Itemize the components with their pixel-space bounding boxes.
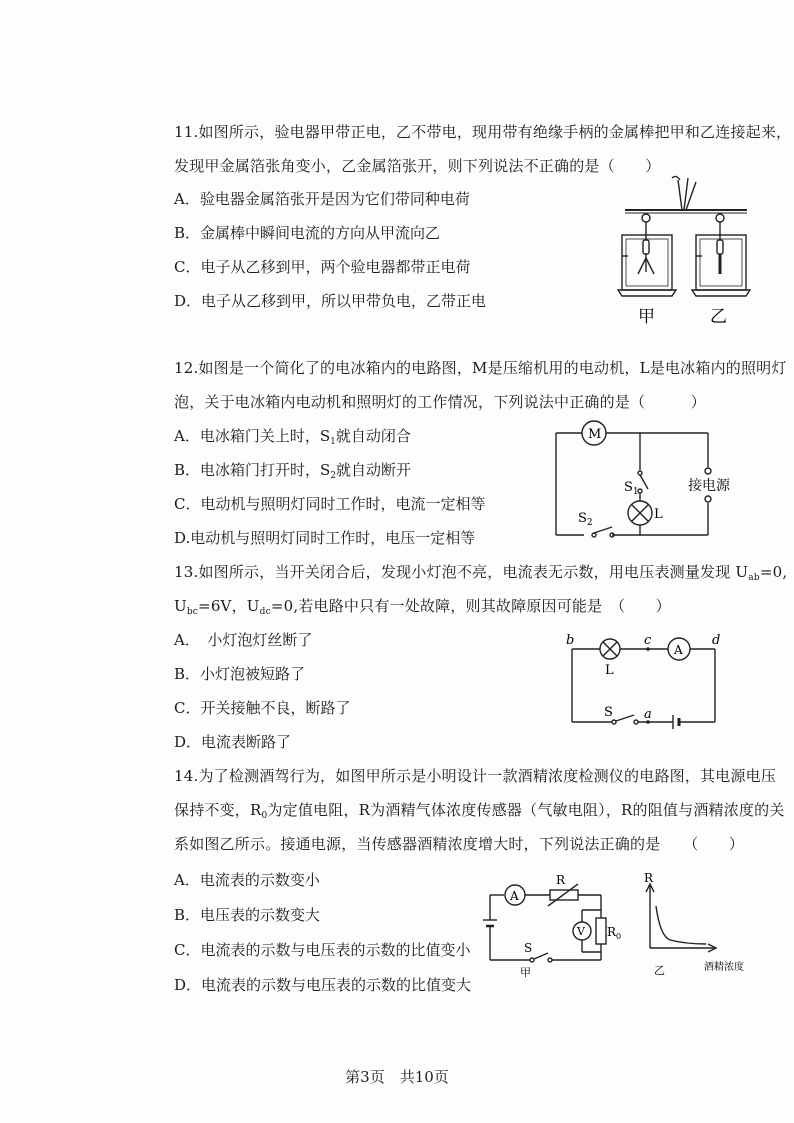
q13-lamp-label: L [605, 663, 614, 678]
q14-stem-line1: 14.为了检测酒驾行为，如图甲所示是小明设计一款酒精浓度检测仪的电路图，其电源电压 [174, 767, 777, 785]
q12-stem-line2: 泡，关于电冰箱内电动机和照明灯的工作情况，下列说法中正确的是（ ） [174, 393, 707, 411]
q13-circuit [560, 632, 730, 737]
q13-ammeter-symbol: A [674, 643, 683, 657]
q12-switch2-label: $S_2$ [578, 511, 593, 528]
q14-label-jia: 甲 [520, 966, 531, 979]
q11-option-a: A．验电器金属箔张开是因为它们带同种电荷 [174, 190, 470, 208]
q13-option-c: C．开关接触不良，断路了 [174, 699, 351, 717]
q14-option-c: C．电流表的示数与电压表的示数的比值变小 [174, 941, 471, 959]
q11-option-b: B．金属棒中瞬间电流的方向从甲流向乙 [174, 224, 441, 242]
q13-option-b: B．小灯泡被短路了 [174, 665, 306, 683]
q11-option-c: C．电子从乙移到甲，两个验电器都带正电荷 [174, 258, 471, 276]
q14-r0-label: $R_0$ [607, 925, 622, 941]
q13-point-a: a [644, 707, 652, 722]
q14-resistance-graph [640, 872, 785, 980]
q11-stem-line2: 发现甲金属箔张角变小，乙金属箔张开，则下列说法不正确的是（ ） [174, 157, 661, 175]
q11-option-d: D．电子从乙移到甲，所以甲带负电，乙带正电 [174, 292, 487, 310]
q11-label-yi: 乙 [710, 307, 727, 327]
q12-power-source-label: 接电源 [688, 478, 730, 494]
q14-ammeter-symbol: A [510, 889, 519, 903]
q12-option-a: A．电冰箱门关上时，$S_1$就自动闭合 [174, 427, 411, 447]
q13-switch-label: S [604, 705, 613, 720]
q13-option-d: D．电流表断路了 [174, 733, 292, 751]
q12-lamp-label: L [654, 507, 663, 522]
q14-detector-circuit [478, 870, 623, 980]
q12-option-c: C．电动机与照明灯同时工作时，电流一定相等 [174, 495, 486, 513]
q11-stem-line1: 11.如图所示，验电器甲带正电，乙不带电，现用带有绝缘手柄的金属棒把甲和乙连接起来， [174, 123, 792, 141]
q13-point-d: d [712, 633, 721, 648]
q14-graph-x-label: 酒精浓度 [704, 962, 744, 973]
q13-stem-line2: $U_{bc}=6V$，$U_{dc}=0$,若电路中只有一处故障，则其故障原因可能是 （ ） [174, 597, 671, 617]
q12-switch1-label: $S_1$ [624, 480, 639, 497]
q12-motor-symbol: M [588, 427, 602, 442]
q12-stem-line1: 12.如图是一个简化了的电冰箱内的电路图，M是压缩机用的电动机，L是电冰箱内的照明灯 [174, 359, 787, 377]
q12-option-b: B．电冰箱门打开时，$S_2$就自动断开 [174, 461, 412, 481]
q14-option-a: A．电流表的示数变小 [174, 871, 320, 889]
q11-label-jia: 甲 [638, 307, 655, 327]
q13-point-c: c [644, 633, 652, 648]
q13-option-a: A． 小灯泡灯丝断了 [174, 631, 313, 649]
q14-stem-line2: 保持不变，$R_0$为定值电阻，R为酒精气体浓度传感器（气敏电阻），R的阻值与酒精浓度的关 [174, 801, 785, 821]
q14-option-b: B．电压表的示数变大 [174, 906, 321, 924]
q14-graph-y-label: R [644, 872, 654, 885]
q12-fridge-circuit [548, 415, 763, 540]
q11-electroscope-figure [600, 170, 770, 330]
page-footer: 第3页 共10页 [345, 1068, 449, 1086]
q13-point-b: b [566, 633, 575, 648]
q14-stem-line3: 系如图乙所示。接通电源，当传感器酒精浓度增大时，下列说法正确的是 （ ） [174, 835, 745, 853]
q14-sensor-label: R [556, 873, 566, 887]
q14-switch-label: S [524, 941, 533, 955]
q13-stem-line1: 13.如图所示，当开关闭合后，发现小灯泡不亮，电流表无示数，用电压表测量发现 $U_{ab}=0$, [174, 563, 788, 583]
q12-option-d: D.电动机与照明灯同时工作时，电压一定相等 [174, 529, 476, 547]
q14-label-yi: 乙 [654, 964, 665, 977]
q14-option-d: D．电流表的示数与电压表的示数的比值变大 [174, 976, 472, 994]
q14-voltmeter-symbol: V [577, 925, 585, 938]
